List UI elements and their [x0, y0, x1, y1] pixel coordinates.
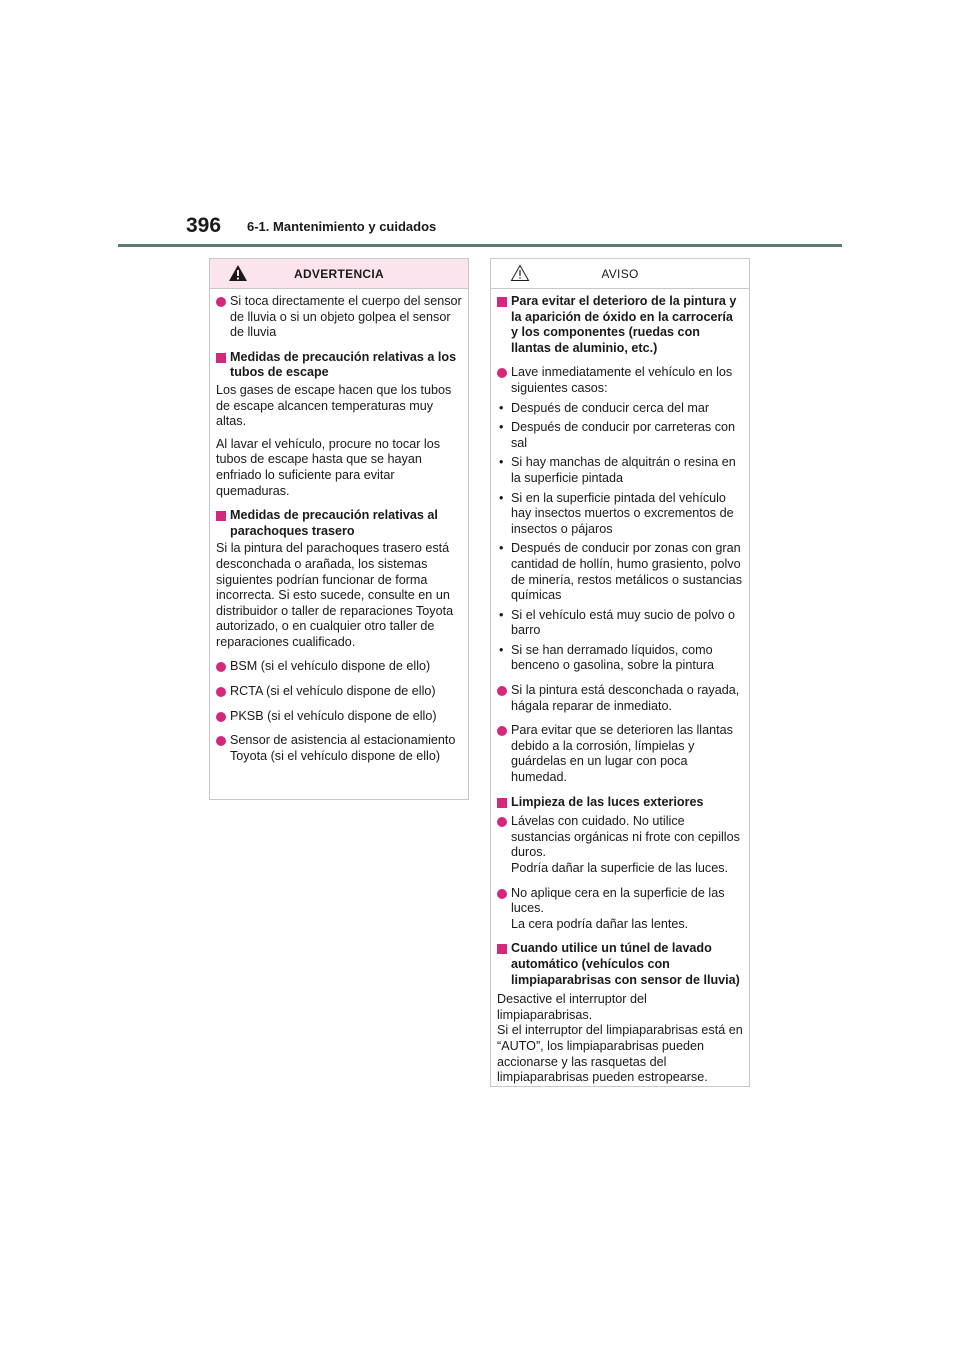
header-divider — [118, 244, 842, 247]
warning-box-header — [210, 259, 468, 289]
warning-triangle-filled-icon — [228, 264, 248, 282]
warning-triangle-outline-icon — [510, 264, 530, 282]
warning-heading-exhaust: Medidas de precaución relativas a los tubos de escape — [216, 350, 462, 381]
warning-item-bsm: BSM (si el vehículo dispone de ello) — [216, 659, 462, 675]
notice-item-no-wax-note: La cera podría dañar las lentes. — [511, 916, 689, 931]
notice-para-car-wash — [497, 992, 743, 1086]
warning-para-exhaust-wash: Al lavar el vehículo, procure no tocar los tubos de escape hasta que se hayan enfriado lo suficiente para evitar quemaduras. — [216, 436, 441, 498]
notice-item-wheels: Para evitar que se deterioren las llantas debido a la corrosión, límpielas y guárdelas en un lugar con poca humedad. — [497, 723, 743, 785]
notice-body — [491, 289, 749, 1086]
list-item: • Si se han derramado líquidos, como benceno o gasolina, sobre la pintura — [497, 643, 743, 674]
warning-title: ADVERTENCIA — [294, 266, 384, 281]
warning-body — [210, 289, 468, 764]
warning-para-exhaust-hot: Los gases de escape hacen que los tubos de escape alcancen temperaturas muy altas. — [216, 382, 452, 429]
warning-box — [209, 258, 469, 800]
notice-heading-paint: Para evitar el deterioro de la pintura y la aparición de óxido en la carrocería y los componentes (ruedas con llantas de aluminio, etc.) — [497, 294, 743, 356]
warning-heading-bumper: Medidas de precaución relativas al parachoques trasero — [216, 508, 462, 539]
warning-item-pksb: PKSB (si el vehículo dispone de ello) — [216, 709, 462, 725]
notice-para-car-wash-auto: Si el interruptor del limpiaparabrisas está en “AUTO”, los limpiaparabrisas pueden accionarse y las rasquetas del limpiaparabrisas pueden estropearse. — [497, 1023, 743, 1085]
section-title: 6-1. Mantenimiento y cuidados — [247, 219, 437, 234]
list-item: • Si en la superficie pintada del vehículo hay insectos muertos o excrementos de insectos o pájaros — [497, 491, 743, 538]
warning-item-parking-sensor: Sensor de asistencia al estacionamiento Toyota (si el vehículo dispone de ello) — [216, 733, 462, 764]
notice-dash-list — [497, 401, 743, 675]
list-item: • Después de conducir por zonas con gran cantidad de hollín, humo grasiento, polvo de minería, restos metálicos o sustancias químicas — [497, 541, 743, 603]
notice-heading-car-wash: Cuando utilice un túnel de lavado automático (vehículos con limpiaparabrisas con sensor de lluvia) — [497, 941, 743, 988]
notice-box-header — [491, 259, 749, 289]
warning-item-rain-sensor: Si toca directamente el cuerpo del sensor de lluvia o si un objeto golpea el sensor de lluvia — [216, 294, 462, 341]
notice-item-no-wax — [497, 886, 743, 933]
list-item: • Después de conducir cerca del mar — [497, 401, 743, 417]
notice-item-clean-lights-note: Podría dañar la superficie de las luces. — [511, 861, 729, 875]
notice-item-clean-lights — [497, 814, 743, 876]
list-item: • Si hay manchas de alquitrán o resina en la superficie pintada — [497, 455, 743, 486]
warning-item-rcta: RCTA (si el vehículo dispone de ello) — [216, 684, 462, 700]
list-item: • Después de conducir por carreteras con sal — [497, 420, 743, 451]
notice-heading-lights: Limpieza de las luces exteriores — [497, 795, 743, 811]
notice-item-chipped-paint: Si la pintura está desconchada o rayada, hágala reparar de inmediato. — [497, 683, 743, 714]
notice-item-wash-cases: Lave inmediatamente el vehículo en los siguientes casos: — [497, 365, 743, 396]
notice-title: AVISO — [601, 266, 639, 281]
warning-para-bumper: Si la pintura del parachoques trasero está desconchada o arañada, los sistemas siguientes podrían funcionar de forma incorrecta. Si esto sucede, consulte en un distribuidor o taller de reparaciones Toyota autorizado, o en cualquier otro taller de reparaciones cualificado. — [216, 541, 454, 649]
notice-item-no-wax-text: No aplique cera en la superficie de las luces. — [511, 885, 725, 916]
notice-item-clean-lights-text: Lávelas con cuidado. No utilice sustancias orgánicas ni frote con cepillos duros. — [511, 814, 740, 860]
page-number: 396 — [186, 214, 222, 237]
list-item: • Si el vehículo está muy sucio de polvo o barro — [497, 608, 743, 639]
notice-para-car-wash-switch: Desactive el interruptor del limpiaparabrisas. — [497, 992, 647, 1022]
notice-box — [490, 258, 750, 1087]
